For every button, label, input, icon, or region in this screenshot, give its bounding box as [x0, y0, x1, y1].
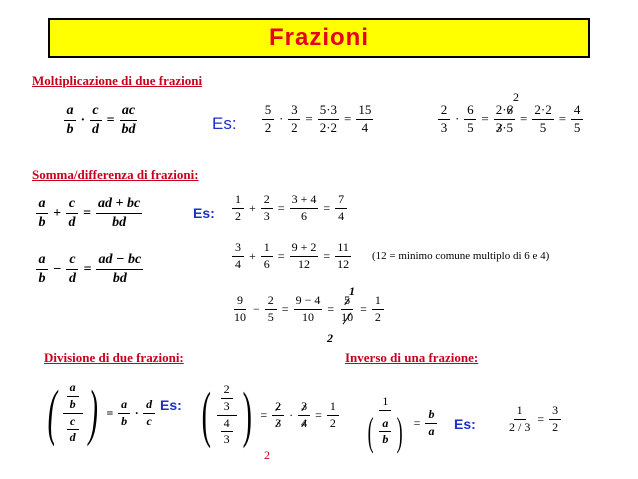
fraction-denominator: 5 [267, 309, 274, 324]
fraction-numerator: 1 [514, 404, 526, 420]
fraction [262, 103, 274, 136]
fraction [339, 294, 355, 325]
fraction-denominator: bd [112, 215, 127, 231]
right-parenthesis: ) [242, 381, 252, 450]
inverse-example [505, 404, 563, 435]
fraction [372, 294, 384, 325]
fraction [67, 415, 79, 446]
fraction [438, 103, 450, 136]
section-division: Divisione di due frazioni: [44, 350, 184, 365]
cancelled-term: 5 [344, 293, 351, 307]
fraction [232, 193, 244, 224]
fraction-denominator [273, 416, 283, 431]
math-operator: · [289, 407, 294, 422]
fraction-numerator: 1 [327, 400, 339, 416]
math-operator: = [344, 111, 352, 127]
fraction [232, 294, 248, 325]
fraction-numerator: 2 [221, 383, 233, 399]
fraction-denominator: 10 [301, 309, 314, 324]
math-operator: = [537, 411, 545, 426]
fraction [425, 408, 437, 439]
diff-example-bottom-note: 2 [327, 331, 333, 345]
fraction [90, 103, 102, 138]
fraction-denominator: 2 [374, 309, 381, 324]
fraction [265, 294, 277, 325]
fraction-numerator: a [118, 398, 130, 414]
fraction-denominator: 5 [467, 119, 474, 135]
math-operator: = [305, 111, 313, 127]
fraction-denominator: 10 [234, 309, 246, 324]
math-operator: · [279, 111, 284, 127]
section-multiplication: Moltiplicazione di due frazioni [32, 73, 203, 88]
fraction-denominator: b [382, 432, 389, 447]
fraction [36, 252, 48, 287]
multiplication-example-2 [436, 103, 585, 136]
fraction-numerator: a [64, 103, 76, 121]
fraction-numerator: b [425, 408, 437, 424]
left-parenthesis: ( [367, 408, 374, 454]
math-operator: − [53, 261, 62, 277]
fraction [356, 103, 373, 136]
difference-example [230, 294, 386, 325]
es-label-division: Es: [160, 397, 182, 413]
fraction-denominator: 2 [329, 415, 336, 430]
fraction-denominator: 4 [361, 119, 369, 135]
right-parenthesis: ) [396, 408, 403, 454]
fraction-denominator: 3 [440, 119, 448, 135]
math-operator: = [82, 205, 91, 221]
math-operator: = [106, 112, 115, 128]
title-banner [48, 18, 590, 58]
fraction [464, 103, 476, 136]
fraction-denominator: 6 [263, 256, 270, 271]
cancelled-term: 3 [495, 119, 503, 135]
fraction [67, 381, 79, 412]
fraction-denominator: 5 [539, 119, 547, 135]
fraction [571, 103, 583, 136]
fraction [494, 103, 515, 136]
fraction [66, 252, 78, 287]
fraction [217, 383, 237, 447]
fraction-denominator: d [68, 215, 76, 231]
math-operator: + [249, 248, 256, 263]
fraction-denominator: bd [112, 271, 127, 287]
fraction-numerator: 1 [372, 294, 384, 310]
fraction-denominator: 2 / 3 [509, 419, 531, 434]
fraction-numerator: 2 [261, 193, 273, 209]
fraction-numerator: c [66, 252, 78, 270]
parenthesized-group [42, 379, 103, 448]
fraction-numerator: 3 [232, 241, 244, 257]
fraction-denominator: 5 [573, 119, 581, 135]
fraction-numerator [272, 400, 284, 416]
fraction-denominator: 12 [297, 256, 310, 271]
math-operator: = [327, 301, 335, 316]
math-operator: = [360, 301, 367, 316]
fraction [96, 196, 142, 231]
multiplication-example-1 [260, 103, 375, 136]
sum-example-1 [230, 193, 349, 224]
fraction [335, 241, 351, 272]
math-operator: = [277, 248, 285, 263]
inverse-formula [360, 395, 439, 452]
math-operator: = [83, 261, 92, 277]
fraction [298, 400, 310, 431]
fraction-denominator: b [66, 122, 74, 138]
fraction-numerator [63, 381, 83, 414]
fraction-denominator: a [428, 423, 435, 438]
fraction-denominator: c [146, 413, 152, 428]
fraction-numerator [217, 383, 237, 416]
left-parenthesis: ( [47, 379, 57, 448]
fraction [221, 383, 233, 414]
fraction [327, 400, 339, 431]
fraction [379, 417, 391, 448]
fraction [507, 404, 532, 435]
fraction-numerator: 5 [262, 103, 274, 120]
math-operator: = [315, 407, 322, 422]
fraction [96, 252, 143, 287]
fraction [232, 241, 244, 272]
multiplication-formula [62, 103, 139, 138]
difference-formula [34, 252, 145, 287]
division-example-bottom-note: 2 [264, 448, 270, 462]
math-operator: = [413, 415, 421, 430]
fraction-denominator [339, 310, 355, 325]
fraction [362, 395, 409, 452]
es-label-sum: Es: [193, 205, 215, 221]
math-operator: · [135, 405, 139, 420]
mult-example-2-top-note: 2 [513, 90, 519, 104]
fraction [294, 294, 323, 325]
fraction-numerator: 9 [234, 294, 246, 310]
fraction [549, 404, 561, 435]
fraction-numerator: ad + bc [96, 196, 142, 214]
fraction-numerator: c [90, 103, 102, 121]
diff-example-top-note: 1 [349, 284, 355, 298]
fraction-denominator: d [69, 430, 76, 445]
fraction [290, 241, 319, 272]
fraction-denominator: d [92, 122, 99, 138]
fraction [261, 193, 273, 224]
fraction-numerator: 4 [571, 103, 583, 120]
cancelled-term: 4 [301, 415, 308, 430]
fraction-denominator [299, 416, 309, 431]
fraction [318, 103, 339, 136]
fraction [261, 241, 273, 272]
fraction-numerator: 2·2 [532, 103, 553, 120]
fraction-numerator: ad − bc [96, 252, 143, 270]
fraction-numerator: a [36, 252, 48, 270]
fraction-denominator: 4 [235, 256, 241, 271]
cancelled-term: 10 [341, 309, 354, 324]
fraction-denominator: 3 [263, 208, 270, 223]
fraction-denominator: 3 [223, 398, 230, 413]
fraction-denominator: d [68, 271, 76, 287]
parenthesized-group [364, 408, 407, 454]
fraction-denominator: 3 [223, 432, 230, 447]
fraction-denominator: 2 [235, 208, 241, 223]
fraction-numerator: 3 + 4 [290, 193, 319, 209]
math-operator: = [106, 405, 114, 420]
cancelled-term: 2 [275, 398, 282, 413]
fraction [288, 103, 300, 136]
division-example [196, 381, 341, 450]
fraction-numerator: a [67, 381, 79, 397]
fraction-denominator [63, 414, 83, 446]
right-parenthesis: ) [88, 379, 98, 448]
cancelled-term: 6 [506, 102, 514, 117]
fraction-numerator: 2 [265, 294, 277, 310]
fraction-numerator: 2 [438, 103, 450, 120]
math-operator: = [277, 200, 285, 215]
fraction [118, 398, 130, 429]
fraction-denominator: 3·5 [495, 119, 514, 135]
math-operator: + [249, 200, 256, 215]
lcm-note: (12 = minimo comune multiplo di 6 e 4) [372, 250, 550, 262]
fraction-numerator: 3 [549, 404, 561, 420]
fraction-numerator: 11 [335, 241, 351, 257]
fraction-numerator: 5·3 [318, 103, 339, 120]
math-operator: + [53, 205, 61, 221]
fraction-denominator: 6 [300, 208, 307, 223]
fraction [335, 193, 347, 224]
section-sum-difference: Somma/differenza di frazioni: [32, 167, 199, 182]
es-label-multiplication: Es: [212, 114, 237, 133]
division-formula [42, 379, 157, 448]
fraction-numerator: 7 [335, 193, 347, 209]
fraction [143, 398, 155, 429]
fraction-denominator: b [121, 413, 128, 428]
fraction-numerator: c [67, 415, 79, 431]
fraction [66, 196, 78, 231]
math-operator: = [260, 407, 268, 422]
math-operator: = [481, 111, 489, 127]
fraction-numerator [341, 294, 353, 310]
cancelled-term: 3 [301, 398, 308, 413]
fraction-denominator: 12 [337, 256, 350, 271]
math-operator: · [81, 112, 85, 128]
cancelled-term: 3 [275, 415, 282, 430]
fraction-numerator: a [379, 417, 391, 433]
fraction-denominator: 2 [264, 119, 272, 135]
page-title: Frazioni [268, 24, 369, 51]
fraction-denominator: b [38, 271, 46, 287]
fraction-numerator: 9 + 2 [290, 241, 319, 257]
fraction-denominator: 2 [552, 419, 559, 434]
fraction-numerator [298, 400, 310, 416]
fraction-numerator: 2·6 [494, 103, 515, 120]
fraction [290, 193, 319, 224]
sum-formula [34, 196, 144, 231]
fraction [272, 400, 284, 431]
fraction-numerator: a [36, 196, 48, 214]
fraction-denominator: 4 [338, 208, 345, 223]
es-label-inverse: Es: [454, 416, 476, 432]
fraction-numerator: 6 [464, 103, 476, 120]
fraction-numerator: 3 [288, 103, 300, 120]
fraction-numerator: c [66, 196, 78, 214]
parenthesized-group [196, 381, 257, 450]
fraction-denominator: 2 [291, 119, 298, 135]
fraction [36, 196, 48, 231]
math-operator: = [520, 111, 528, 127]
fraction [221, 417, 233, 448]
fraction-denominator: b [69, 396, 76, 411]
section-inverse: Inverso di una frazione: [345, 350, 479, 365]
fraction-numerator: 1 [379, 395, 391, 411]
fraction-denominator: bd [121, 122, 136, 138]
fraction-denominator [217, 416, 237, 448]
fraction-numerator: 4 [221, 417, 233, 433]
fraction [64, 103, 76, 138]
math-operator: = [281, 301, 289, 316]
fraction [63, 381, 83, 445]
fraction [532, 103, 553, 136]
fraction-numerator: 1 [232, 193, 244, 209]
fraction-denominator: b [38, 215, 46, 231]
fraction-numerator: 15 [356, 103, 373, 120]
fraction-denominator [362, 408, 409, 454]
fraction-denominator: 2·2 [319, 119, 338, 135]
sum-example-2 [230, 241, 353, 272]
math-operator: = [323, 200, 331, 215]
math-operator: − [253, 301, 260, 316]
fraction [119, 103, 137, 138]
fraction-numerator: ac [120, 103, 137, 121]
fraction-numerator: d [143, 398, 155, 414]
math-operator: · [455, 111, 460, 127]
math-operator: = [323, 248, 331, 263]
fraction-numerator: 1 [261, 241, 273, 257]
left-parenthesis: ( [201, 381, 211, 450]
fraction-numerator: 9 − 4 [294, 294, 323, 310]
math-operator: = [558, 111, 567, 127]
